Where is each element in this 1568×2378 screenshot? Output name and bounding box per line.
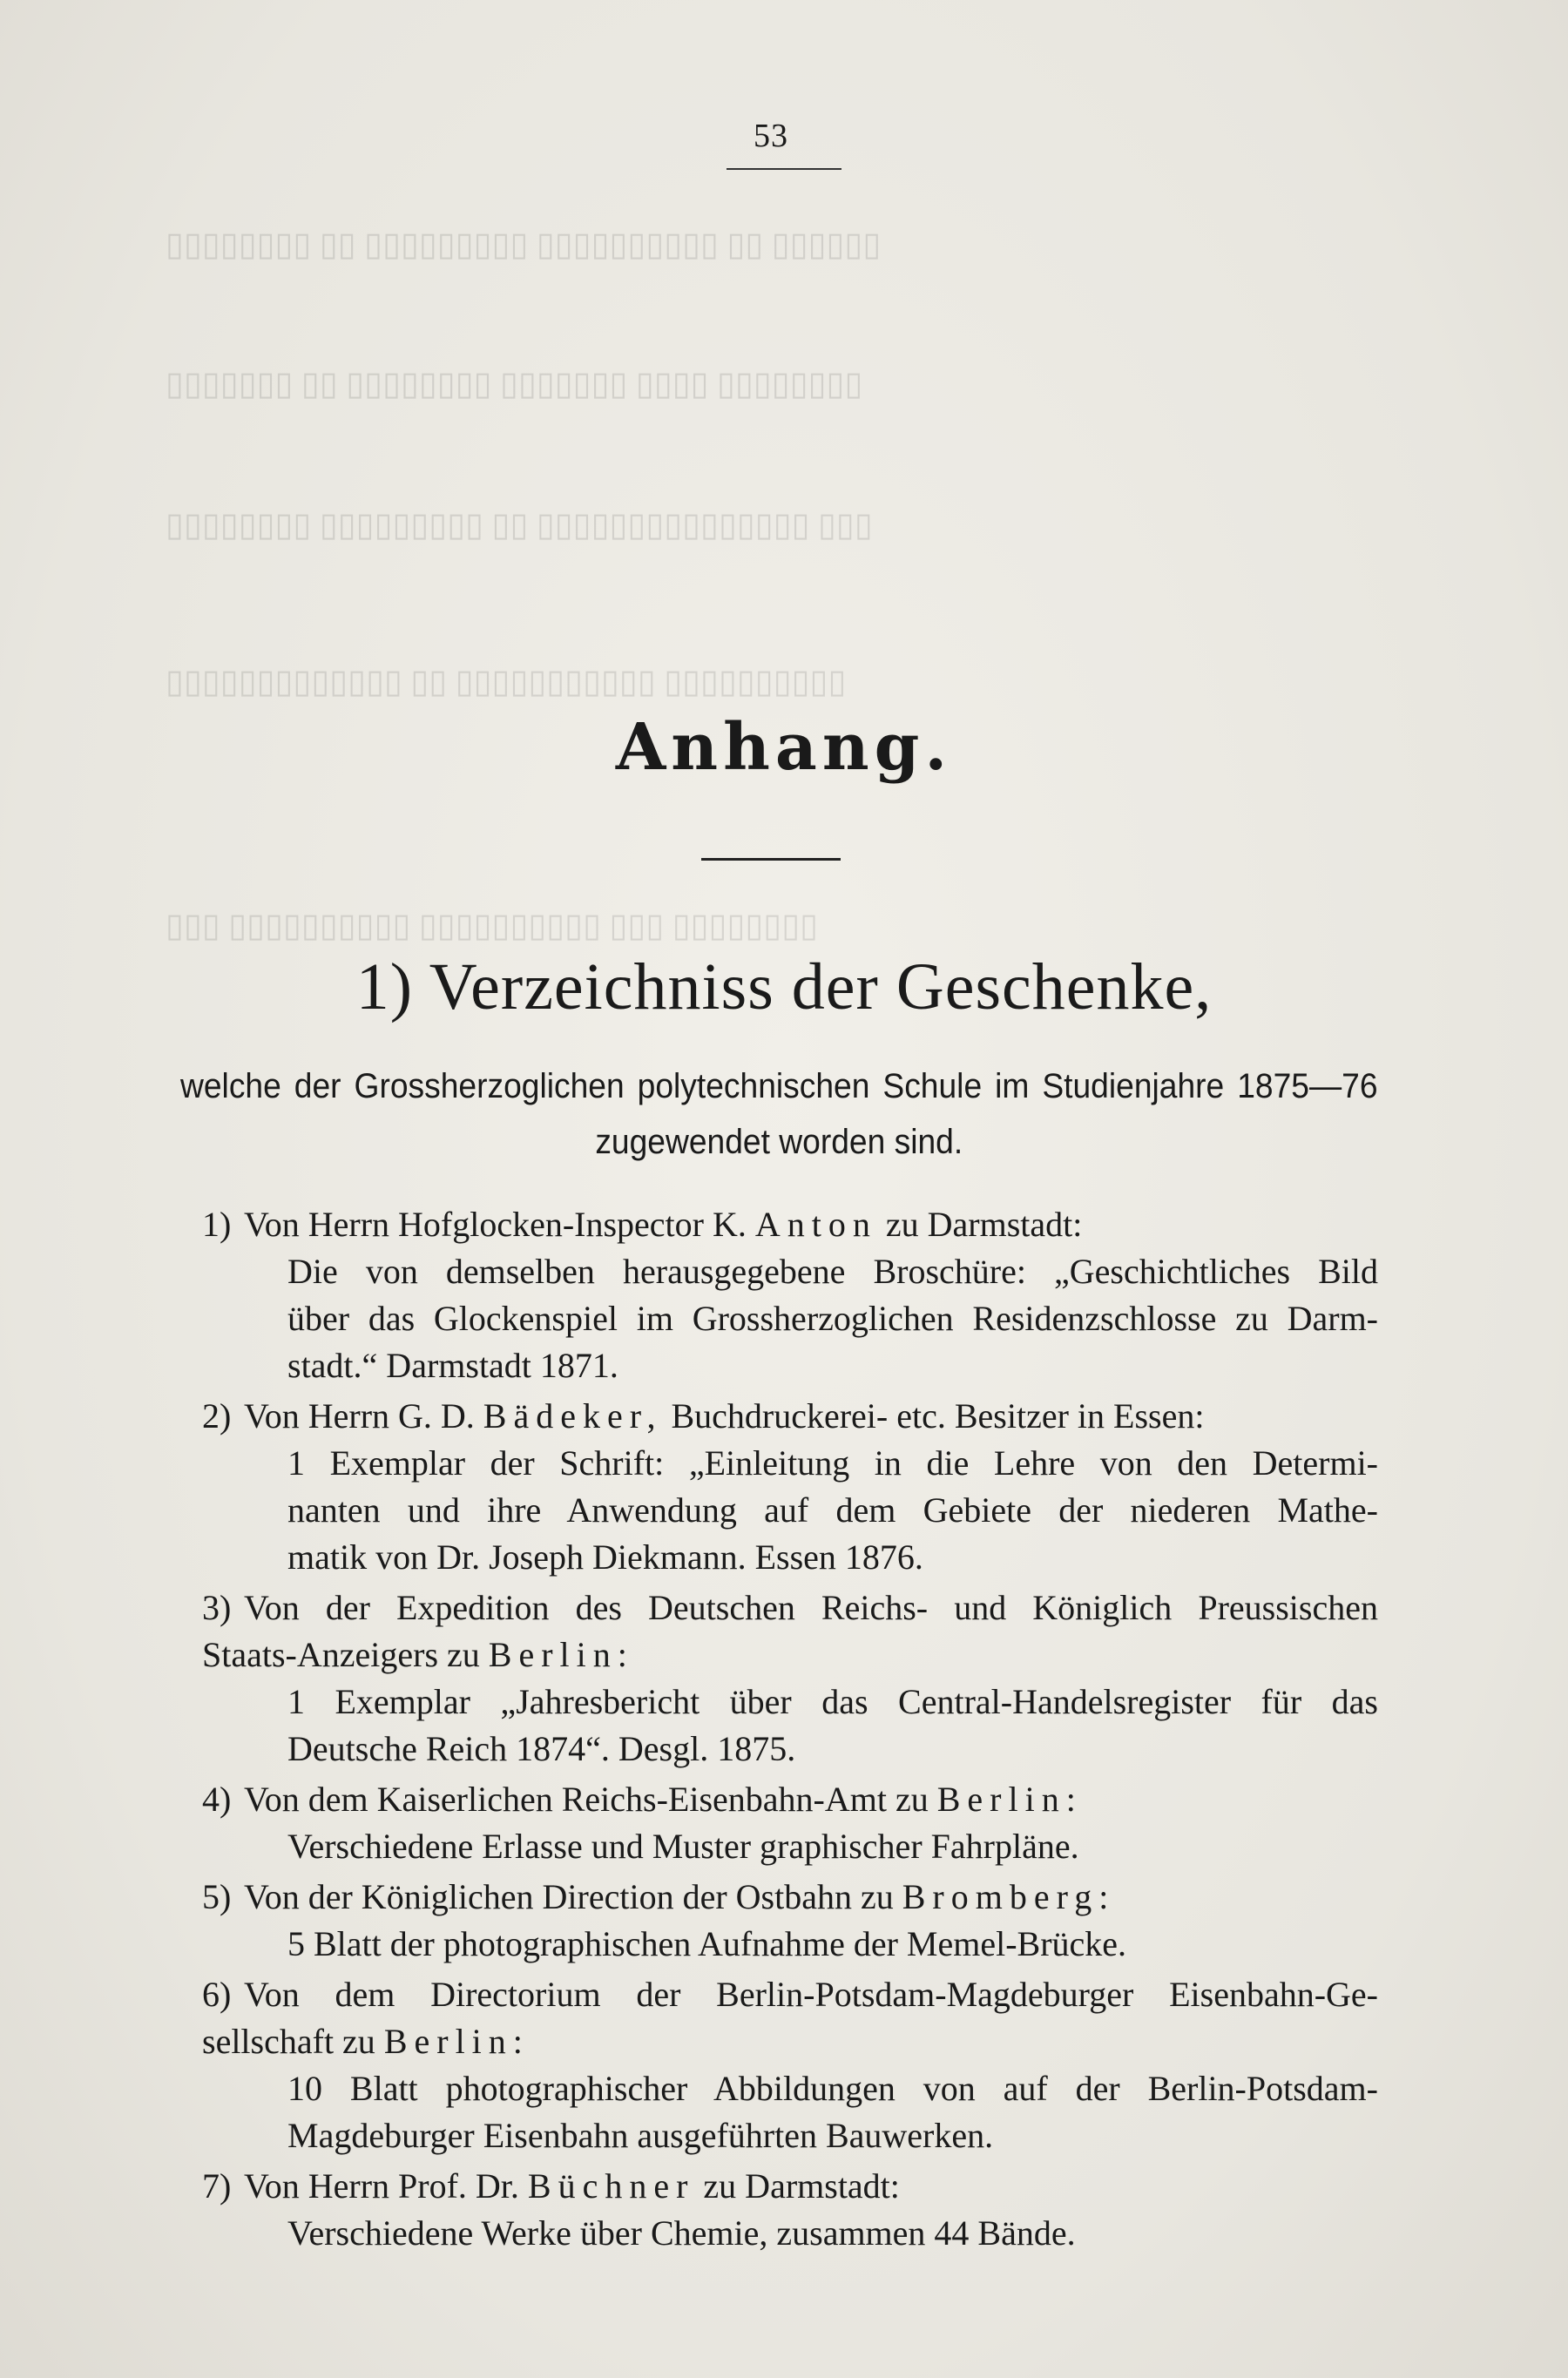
donor-name: Bromberg: [902, 1877, 1116, 1916]
entry-number: 5) [202, 1877, 232, 1916]
entry-gift-line: Magdeburger Eisenbahn ausgeführten Bauwerken. [287, 2116, 994, 2155]
entry-number: 6) [202, 1975, 232, 2014]
entry-gift-line: 10 Blatt photographischer Abbildungen von auf der Berlin-Potsdam- [287, 2069, 1378, 2108]
entry-gift-line: Die von demselben herausgegebene Broschüre: „Geschichtliches Bild [287, 1252, 1378, 1291]
entry-number: 4) [202, 1780, 232, 1819]
donor-suffix: Buchdruckerei- etc. Besitzer in Essen: [662, 1396, 1205, 1436]
donor-prefix: sellschaft zu [202, 2022, 384, 2061]
bleed-through-line: ▯▯▯▯▯▯ ▯▯ ▯▯▯▯▯▯▯▯▯▯ ▯▯▯▯▯▯▯▯▯ ▯▯ ▯▯▯▯▯▯▯▯ [166, 226, 882, 263]
heading-divider [701, 858, 841, 861]
donor-prefix: Von Herrn Hofglocken-Inspector K. [244, 1205, 755, 1244]
entry-gift-line: stadt.“ Darmstadt 1871. [287, 1346, 618, 1385]
entry-donor [244, 1876, 1115, 1917]
entry-number: 7) [202, 2166, 232, 2206]
donor-prefix: Staats-Anzeigers zu [202, 1635, 489, 1674]
donor-name: Berlin: [488, 1635, 634, 1674]
entry-number: 3) [202, 1588, 232, 1627]
bleed-through-line: ▯▯▯ ▯▯▯▯▯▯▯▯▯▯▯▯▯▯▯ ▯▯ ▯▯▯▯▯▯▯▯▯ ▯▯▯▯▯▯▯▯ [166, 507, 873, 544]
entry-donor-line: Von dem Directorium der Berlin-Potsdam-Magdeburger Eisenbahn-Ge- [244, 1975, 1378, 2014]
entry-gift-line: über das Glockenspiel im Grossherzoglichen Residenzschlosse zu Darm- [287, 1299, 1378, 1338]
entry-gift-line: 1 Exemplar der Schrift: „Einleitung in die Lehre von den Determi- [287, 1443, 1378, 1483]
entry-gift-line: nanten und ihre Anwendung auf dem Gebiete der niederen Mathe- [287, 1490, 1378, 1530]
donor-prefix: Von dem Kaiserlichen Reichs-Eisenbahn-Amt zu [244, 1780, 937, 1819]
entry-number: 2) [202, 1396, 232, 1436]
donor-suffix: zu Darmstadt: [876, 1205, 1083, 1244]
page-number-rule [727, 168, 841, 170]
entry-donor [244, 1779, 1083, 1820]
entry-gift-line: 5 Blatt der photographischen Aufnahme der Memel-Brücke. [287, 1924, 1127, 1963]
entry-gift-line: matik von Dr. Joseph Diekmann. Essen 1876. [287, 1537, 923, 1577]
donor-name: Bädeker, [483, 1396, 663, 1436]
bleed-through-line: ▯▯▯▯▯▯▯▯ ▯▯▯ ▯▯▯▯▯▯▯▯▯▯ ▯▯▯▯▯▯▯▯▯▯ ▯▯▯ [166, 908, 818, 944]
entry-number: 1) [202, 1205, 232, 1244]
entry-donor [244, 2165, 900, 2206]
donor-name: Büchner [527, 2166, 695, 2206]
page-number: 53 [754, 118, 788, 154]
donor-name: Anton [754, 1205, 877, 1244]
donor-prefix: Von Herrn Prof. Dr. [244, 2166, 528, 2206]
appendix-heading: Anhang. [615, 710, 953, 785]
donor-prefix: Von der Königlichen Direction der Ostbahn zu [244, 1877, 902, 1916]
donor-name: Berlin: [383, 2022, 530, 2061]
bleed-through-line: ▯▯▯▯▯▯▯▯▯▯ ▯▯▯▯▯▯▯▯▯▯▯ ▯▯ ▯▯▯▯▯▯▯▯▯▯▯▯▯ [166, 664, 847, 700]
entry-donor [202, 1634, 634, 1675]
entry-donor [244, 1395, 1204, 1436]
entry-donor [202, 2021, 530, 2062]
donor-name: Berlin: [936, 1780, 1083, 1819]
entry-gift-line: 1 Exemplar „Jahresbericht über das Central-Handelsregister für das [287, 1682, 1378, 1721]
entry-gift-line: Verschiedene Werke über Chemie, zusammen 44 Bände. [287, 2213, 1076, 2253]
section-title: 1) Verzeichniss der Geschenke, [355, 950, 1213, 1023]
section-subtitle: welche der Grossherzoglichen polytechnischen Schule im Studienjahre 1875—76 zugewendet worden sind. [180, 1067, 1378, 1161]
donor-suffix: zu Darmstadt: [694, 2166, 900, 2206]
entry-gift-line: Deutsche Reich 1874“. Desgl. 1875. [287, 1729, 796, 1768]
bleed-through-line: ▯▯▯▯▯▯▯▯ ▯▯▯▯ ▯▯▯▯▯▯▯ ▯▯▯▯▯▯▯▯ ▯▯ ▯▯▯▯▯▯▯ [166, 366, 863, 402]
entry-donor [244, 1204, 1082, 1245]
donor-prefix: Von Herrn G. D. [244, 1396, 483, 1436]
entry-gift-line: Verschiedene Erlasse und Muster graphischer Fahrpläne. [287, 1827, 1079, 1866]
entry-donor-line: Von der Expedition des Deutschen Reichs- und Königlich Preussischen [244, 1588, 1378, 1627]
